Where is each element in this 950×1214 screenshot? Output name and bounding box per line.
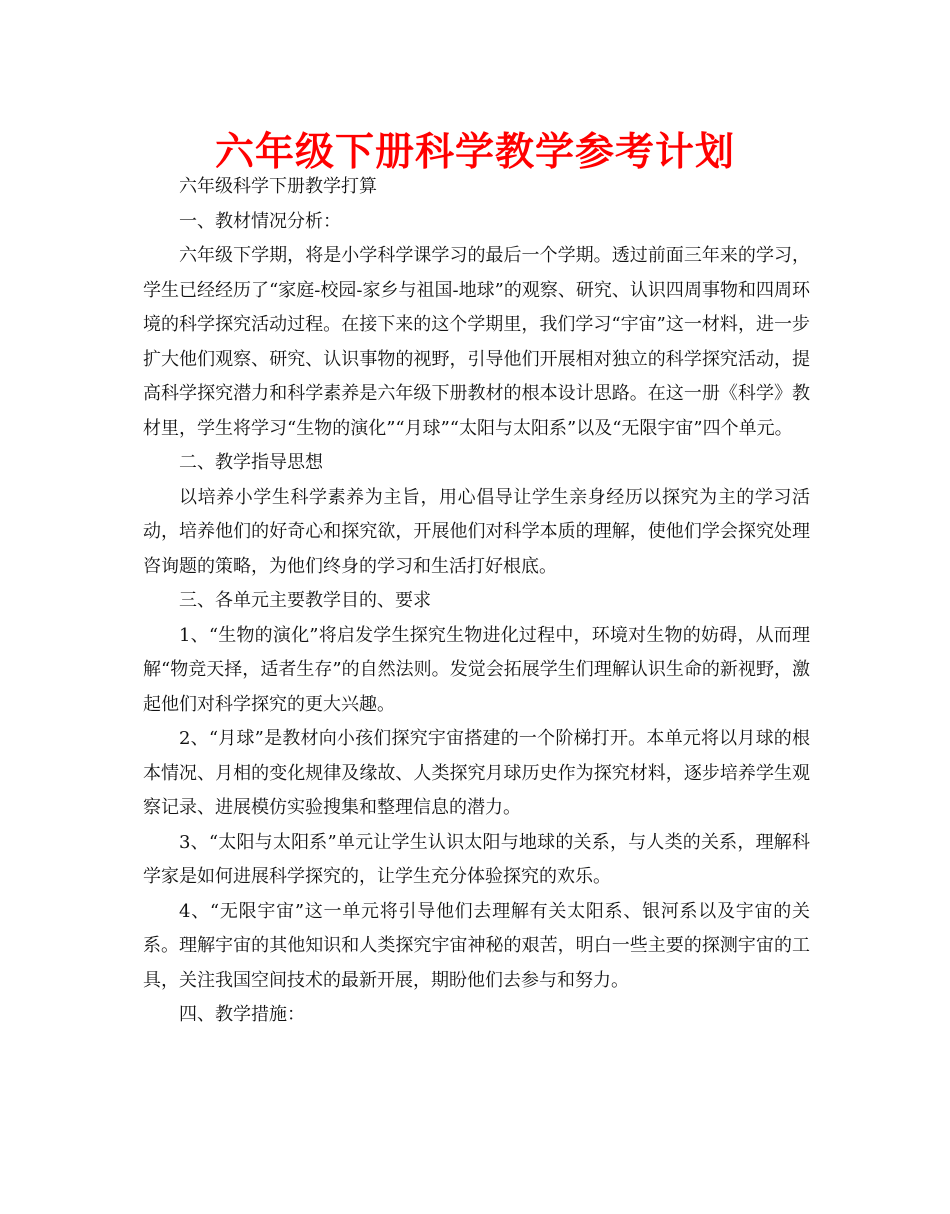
paragraph-unit-3: 3、“太阳与太阳系”单元让学生认识太阳与地球的关系，与人类的关系，理解科学家是如何进展科学探究的，让学生充分体验探究的欢乐。 [143,831,810,887]
paragraph-unit-4: 4、“无限宇宙”这一单元将引导他们去理解有关太阳系、银河系以及宇宙的关系。理解宇宙的其他知识和人类探究宇宙神秘的艰苦，明白一些主要的探测宇宙的工具，关注我国空间技术的最新开展，期盼他们去参与和努力。 [143,900,810,991]
section-heading-4: 四、教学措施： [179,1004,305,1025]
paragraph-unit-1: 1、“生物的演化”将启发学生探究生物进化过程中，环境对生物的妨碍，从而理解“物竞天择，适者生存”的自然法则。发觉会拓展学生们理解认识生命的新视野，激起他们对科学探究的更大兴趣。 [143,624,810,715]
plan-subtitle: 六年级科学下册教学打算 [179,176,377,197]
paragraph-unit-2: 2、“月球”是教材向小孩们探究宇宙搭建的一个阶梯打开。本单元将以月球的根本情况、月相的变化规律及缘故、人类探究月球历史作为探究材料，逐步培养学生观察记录、进展模仿实验搜集和整理信息的潜力。 [143,728,810,818]
section-heading-2: 二、教学指导思想 [179,452,323,473]
paragraph-guiding-ideas: 以培养小学生科学素养为主旨，用心倡导让学生亲身经历以探究为主的学习活动，培养他们的好奇心和探究欲，开展他们对科学本质的理解，使他们学会探究处理咨询题的策略，为他们终身的学习和生活打好根底。 [143,486,810,577]
paragraph-textbook-analysis: 六年级下学期，将是小学科学课学习的最后一个学期。透过前面三年来的学习，学生已经经历了“家庭-校园-家乡与祖国-地球”的观察、研究、认识四周事物和四周环境的科学探究活动过程。在接下来的这个学期里，我们学习“宇宙”这一材料，进一步扩大他们观察、研究、认识事物的视野，引导他们开展相对独立的科学探究活动，提高科学探究潜力和科学素养是六年级下册教材的根本设计思路。在这一册《科学》教材里，学生将学习“生物的演化”“月球”“太阳与太阳系”以及“无限宇宙”四个单元。 [143,245,810,439]
document-title: 六年级下册科学教学参考计划 [214,129,735,175]
section-heading-3: 三、各单元主要教学目的、要求 [179,590,431,611]
section-heading-1: 一、教材情况分析： [179,210,341,232]
document-body [143,170,810,1033]
